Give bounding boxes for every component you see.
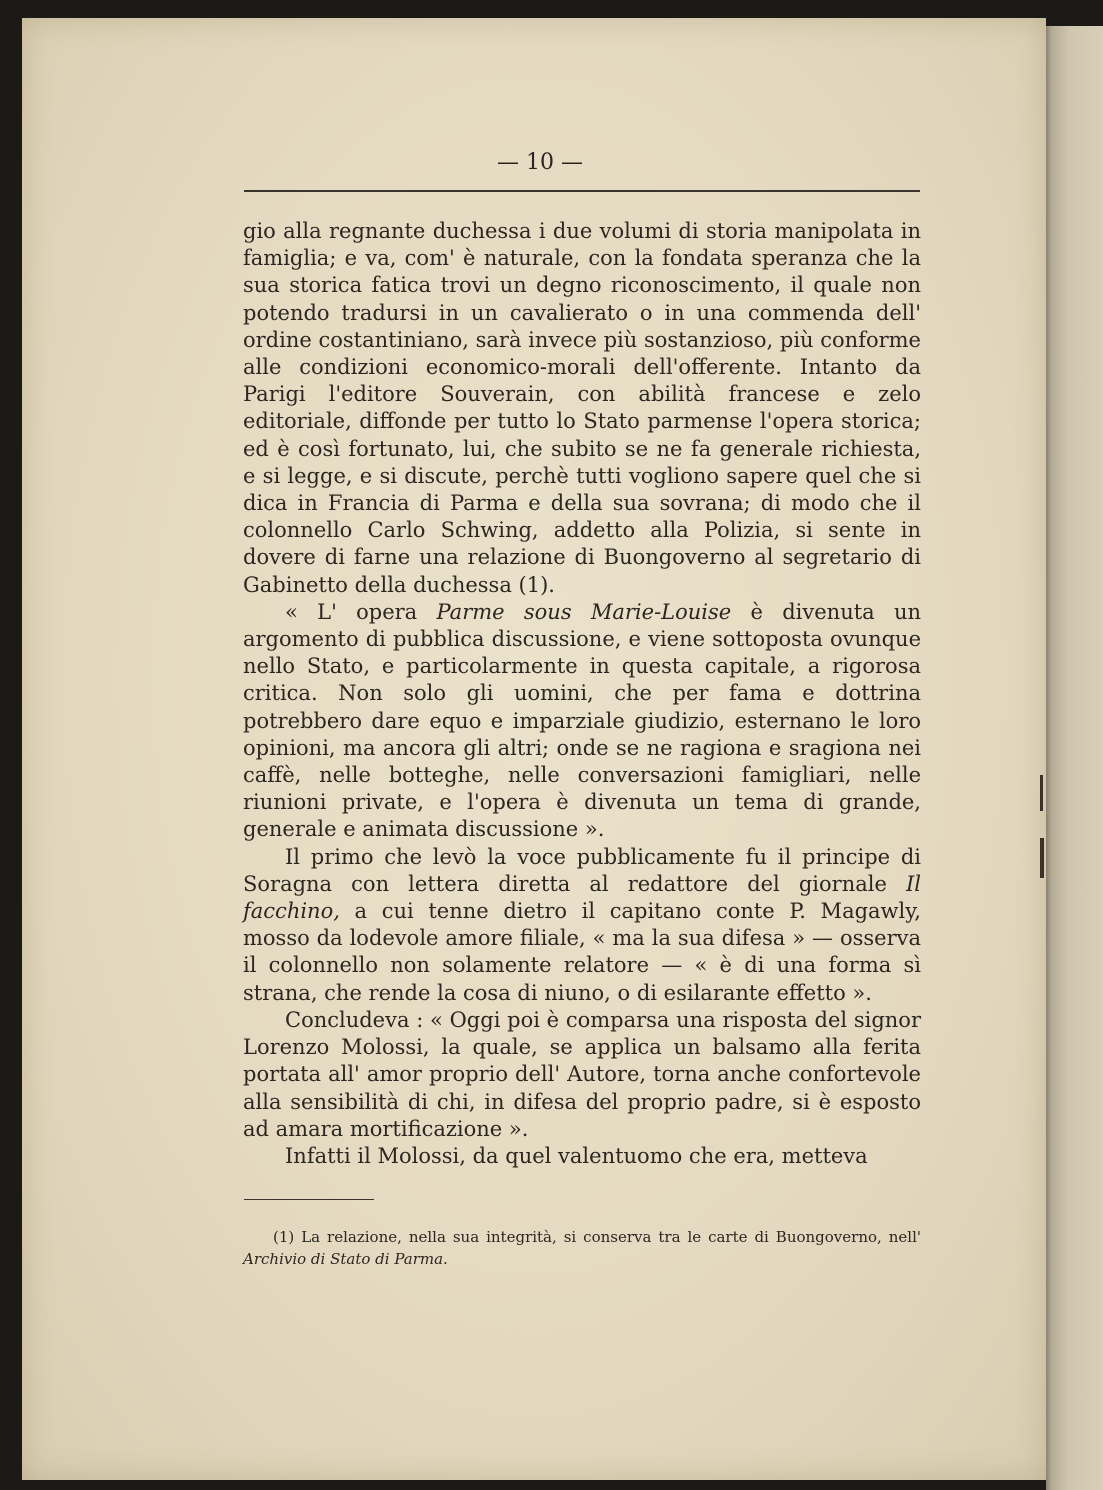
quote-body: è divenuta un argomento di pubblica discussione, e viene sottoposta ovunque nello Stato, e particolarmente in questa capitale, a rigorosa critica. Non solo gli uomini, che per fama e dottrina potrebbero dare equo e imparziale giudizio, esternano le loro opinioni, ma ancora gli altri; onde se ne ragiona e sragiona nei caffè, nelle botteghe, nelle conversazioni famigliari, nelle riunioni private, e l'opera è divenuta un tema di grande, generale e animata discussione ». xyxy=(243,599,922,842)
paragraph-1: gio alla regnante duchessa i due volumi di storia manipolata in famiglia; e va, com' è naturale, con la fondata speranza che la sua storica fatica trovi un degno riconoscimento, il quale non potendo tradursi in un cavalierato o in una commenda dell' ordine costantiniano, sarà invece più sostanzioso, più conforme alle condizioni economico-morali dell'offerente. Intanto da Parigi l'editore Souverain, con abilità francese e zelo editoriale, diffonde per tutto lo Stato parmense l'opera storica; ed è così fortunato, lui, che subito se ne fa generale richiesta, e si legge, e si discute, perchè tutti vogliono sapere quel che si dica in Francia di Parma e della sua sovrana; di modo che il colonnello Carlo Schwing, addetto alla Polizia, si sente in dovere di farne una relazione di Buongoverno al segretario di Gabinetto della duchessa (1). xyxy=(243,219,921,597)
header-rule xyxy=(244,190,920,192)
footnote-rule xyxy=(244,1199,374,1200)
paragraph-3-rest: a cui tenne dietro il capitano conte P. Magawly, mosso da lodevole amore filiale, « ma la sua difesa » — osserva il colonnello non solamente relatore — « è di una forma sì strana, che rende la cosa di niuno, o di esilarante effetto ». xyxy=(243,899,921,1005)
quote-open: « L' opera xyxy=(285,599,437,624)
page-number: — 10 — xyxy=(497,150,583,175)
paragraph-4: Concludeva : « Oggi poi è comparsa una risposta del signor Lorenzo Molossi, la quale, se applica un balsamo alla ferita portata all' amor proprio dell' Autore, torna anche confortevole alla sensibilità di chi, in difesa del proprio padre, si è esposto ad amara mortificazione ». xyxy=(243,1007,921,1141)
edge-mark xyxy=(1040,775,1043,811)
book-title: Parme sous Marie-Louise xyxy=(436,599,732,624)
footnote-text: (1) La relazione, nella sua integrità, si conserva tra le carte di Buongoverno, nell' xyxy=(273,1228,921,1246)
footnote xyxy=(243,1226,921,1270)
paragraph-3-start: Il primo che levò la voce pubblicamente fu il principe di Soragna con lettera diretta al redattore del giornale xyxy=(243,844,921,896)
next-page-edge xyxy=(1046,26,1103,1490)
journal-title: Il facchino, xyxy=(243,871,921,924)
edge-mark xyxy=(1040,838,1044,878)
paragraph-5: Infatti il Molossi, da quel valentuomo che era, metteva xyxy=(285,1143,868,1168)
paragraph-3 xyxy=(243,844,921,1007)
paragraph-2 xyxy=(243,599,921,844)
body-text xyxy=(243,218,921,1170)
footnote-archive: Archivio di Stato di Parma. xyxy=(243,1250,448,1268)
